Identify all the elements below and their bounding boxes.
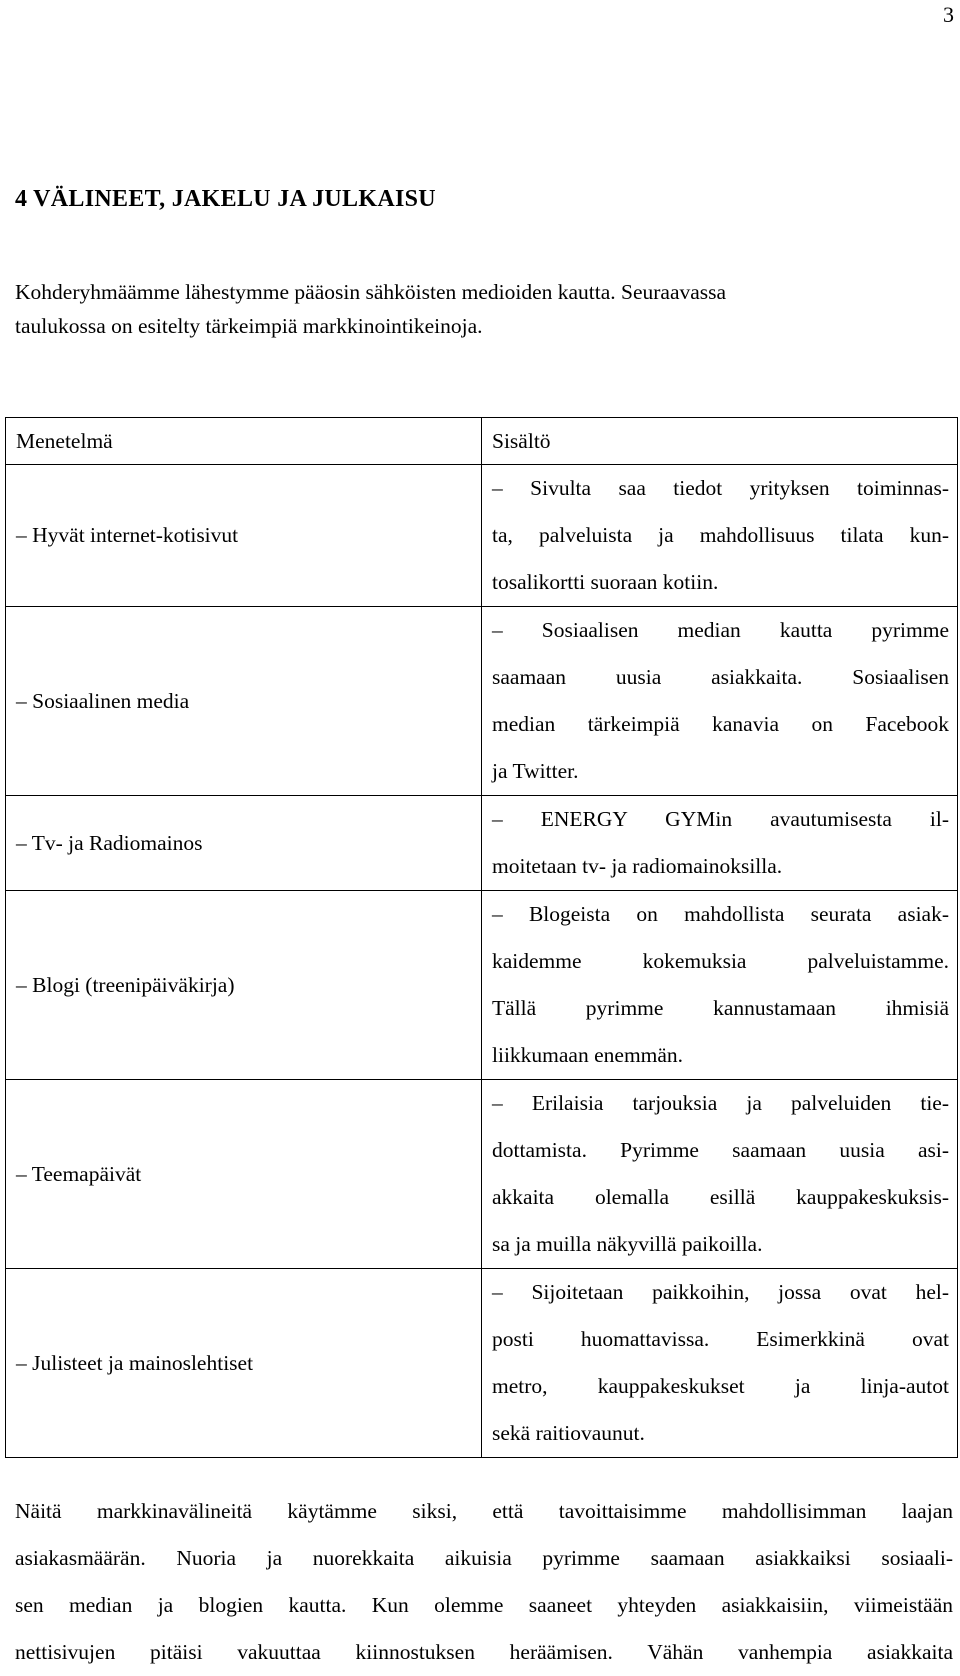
method-text: – Tv- ja Radiomainos <box>16 831 203 855</box>
content-line: Tällä pyrimme kannustamaan ihmisiä <box>492 996 949 1020</box>
method-cell <box>6 1080 482 1269</box>
content-cell <box>482 465 958 607</box>
method-text: – Sosiaalinen media <box>16 688 190 713</box>
content-cell <box>482 891 958 1080</box>
content-line: sekä raitiovaunut. <box>492 1421 645 1445</box>
table-row <box>6 1269 958 1458</box>
header-content: Sisältö <box>482 418 958 465</box>
content-line: liikkumaan enemmän. <box>492 1043 684 1067</box>
content-cell <box>482 607 958 796</box>
content-line: metro, kauppakeskukset ja linja-autot <box>492 1374 949 1398</box>
table-row <box>6 796 958 891</box>
content-line: ja Twitter. <box>492 759 579 783</box>
table-row <box>6 891 958 1080</box>
method-text: – Julisteet ja mainoslehtiset <box>16 1350 254 1375</box>
content-line: – Blogeista on mahdollista seurata asiak- <box>492 902 949 926</box>
content-line: posti huomattavissa. Esimerkkinä ovat <box>492 1327 949 1351</box>
content-line: akkaita olemalla esillä kauppakeskuksis- <box>492 1185 949 1209</box>
content-cell <box>482 796 958 891</box>
paragraph-line: asiakasmäärän. Nuoria ja nuorekkaita aikuisia pyrimme saamaan asiakkaiksi sosiaali- <box>15 1546 953 1570</box>
content-line: tosalikortti suoraan kotiin. <box>492 570 719 594</box>
table-row <box>6 1080 958 1269</box>
header-method: Menetelmä <box>6 418 482 465</box>
table-row <box>6 607 958 796</box>
intro-line: taulukossa on esitelty tärkeimpiä markkinointikeinoja. <box>15 314 483 338</box>
page-number: 3 <box>943 2 954 27</box>
intro-line: Kohderyhmäämme lähestymme pääosin sähköisten medioiden kautta. Seuraavassa <box>15 280 727 304</box>
table-header-row <box>6 418 958 465</box>
content-line: dottamista. Pyrimme saamaan uusia asi- <box>492 1138 949 1162</box>
section-heading: 4 VÄLINEET, JAKELU JA JULKAISU <box>15 186 436 212</box>
method-cell <box>6 465 482 607</box>
method-cell <box>6 607 482 796</box>
closing-paragraph <box>15 1488 953 1676</box>
content-line: kaidemme kokemuksia palveluistamme. <box>492 949 949 973</box>
paragraph-line: Näitä markkinavälineitä käytämme siksi, että tavoittaisimme mahdollisimman laajan <box>15 1499 953 1523</box>
content-line: saamaan uusia asiakkaita. Sosiaalisen <box>492 665 949 689</box>
content-line: ta, palveluista ja mahdollisuus tilata kun- <box>492 523 949 547</box>
content-line: median tärkeimpiä kanavia on Facebook <box>492 712 949 736</box>
content-line: – Sivulta saa tiedot yrityksen toiminnas- <box>492 476 949 500</box>
table-row <box>6 465 958 607</box>
method-text: – Blogi (treenipäiväkirja) <box>16 972 235 997</box>
method-text: – Hyvät internet-kotisivut <box>16 523 239 547</box>
paragraph-line: nettisivujen pitäisi vakuuttaa kiinnostuksen heräämisen. Vähän vanhempia asiakkaita <box>15 1640 953 1664</box>
method-cell <box>6 1269 482 1458</box>
content-line: – Sijoitetaan paikkoihin, jossa ovat hel- <box>492 1280 949 1304</box>
paragraph-line: sen median ja blogien kautta. Kun olemme saaneet yhteyden asiakkaisiin, viimeistään <box>15 1593 953 1617</box>
content-line: – Sosiaalisen median kautta pyrimme <box>492 618 949 642</box>
content-line: – Erilaisia tarjouksia ja palveluiden tie- <box>492 1091 949 1115</box>
marketing-methods-table <box>5 417 958 1458</box>
method-text: – Teemapäivät <box>16 1161 142 1186</box>
method-cell <box>6 796 482 891</box>
content-line: moitetaan tv- ja radiomainoksilla. <box>492 854 783 878</box>
content-line: sa ja muilla näkyvillä paikoilla. <box>492 1232 763 1256</box>
content-cell <box>482 1080 958 1269</box>
intro-paragraph <box>15 275 953 343</box>
content-cell <box>482 1269 958 1458</box>
method-cell <box>6 891 482 1080</box>
content-line: – ENERGY GYMin avautumisesta il- <box>492 807 949 831</box>
